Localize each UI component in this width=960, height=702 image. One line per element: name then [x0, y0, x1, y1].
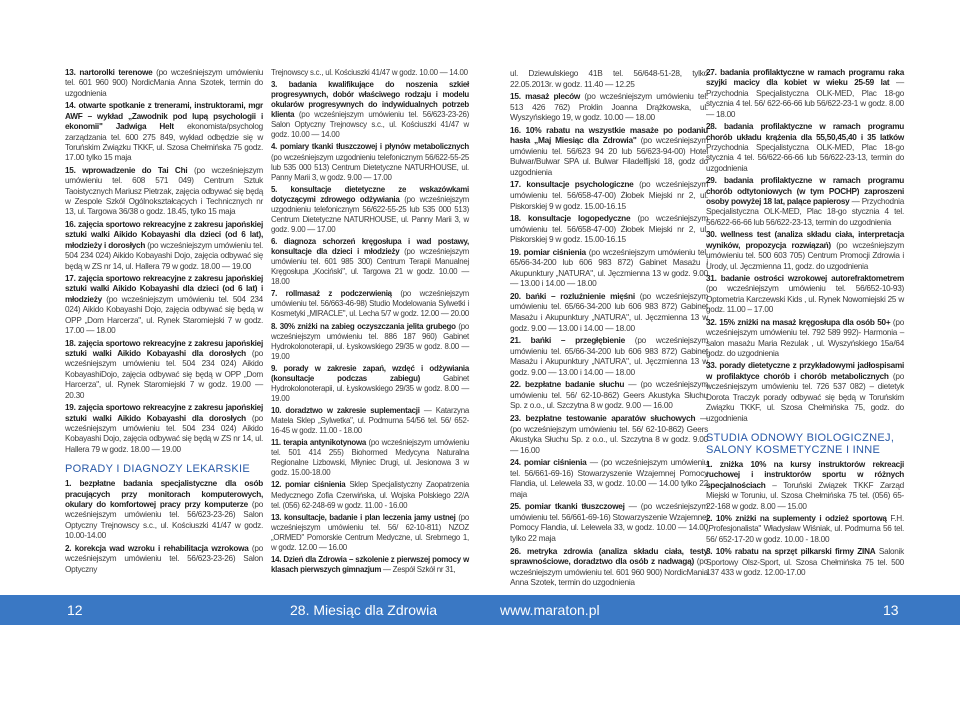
item-details: — (po wcześniejszym umówieniu tel. 56/661-69-16) Stowarzyszenie Wzajemnej Pomocy Flandia, ul. Lelewela 33, w godz. 10.00 — 14.00 tylko 22 maja — [510, 457, 708, 499]
list-item — [706, 460, 904, 512]
item-title: 26. metryka zdrowia (analiza składu ciała, testy sprawnościowe, doradztwo dla osób z nadwagą) — [510, 545, 708, 567]
item-title: 17. konsultacje psychologiczne — [510, 179, 634, 190]
item-details: (po wcześniejszym uzgodnieniu telefonicznym 56/622-55-25 lub 535 000 513) Centrum Dietetyczne NATURHOUSE, ul. Panny Marii 3, w godz. 9.00 — 17.00 — [271, 194, 469, 234]
item-title: 33. porady dietetyczne z przykładowymi jadłospisami w profilaktyce chorób i chorób metabolicznych — [706, 361, 904, 381]
item-details: (po wcześniejszym umówieniu tel. 886 187 960) Gabinet Hydrokolonoterapii, ul. Łyskowskiego 29/35 w godz. 8.00 — 19.00 — [271, 321, 469, 361]
list-item — [271, 185, 469, 235]
item-title: 15. masaż pleców — [510, 91, 581, 102]
item-details: (po wcześniejszym umówieniu tel. 65/66-34-200 lub 606 983 872) Gabinet Masażu i Akupunktury „NATURA", ul. Jęczmienna 13 w godz. 9.00 — 13.00 i 14.00 — 18.00 — [510, 290, 708, 333]
item-title: 3. badania kwalifikujące do noszenia szkieł progresywnych, dobór właściwego rodzaju i modelu okularów progresywnych do indywidualnych potrzeb klienta — [271, 80, 469, 120]
item-details: (po wcześniejszym umówieniu tel. 608 571 049) Centrum Sztuk Taoistycznych Mariusz Pietrzak, zajęcia odbywać się będą w Zespole Szkół Ogólnokształcących i Technicznych nr 13, ul. Targowa 36/38 o godz. 18.45, tylko 15 maja — [65, 165, 263, 217]
item-title: 16. zajęcia sportowo rekreacyjne z zakresu japońskiej sztuki walki Aikido Kobayashi dla dzieci (od 6 lat), młodzieży i dorosłych — [65, 219, 263, 250]
list-item — [706, 547, 904, 578]
item-details: ul. Dziewulskiego 41B tel. 56/648-51-28, tylko 22.05.2013r. w godz. 11.40 — 12.25 — [510, 68, 708, 89]
item-list — [706, 460, 904, 579]
list-item — [65, 544, 263, 575]
list-item — [706, 318, 904, 360]
item-details: (po wcześniejszym umówieniu tel. 601 960 900) NordicMania Anna Szotek, termin do uzgodnienia — [510, 556, 708, 588]
footer-url-link[interactable]: www.maraton.pl — [500, 602, 600, 618]
list-item — [706, 274, 904, 316]
item-title: 20. bańki – rozluźnienie mięśni — [510, 290, 635, 301]
item-list — [510, 68, 708, 588]
list-item — [271, 80, 469, 140]
item-title: 13. konsultacje, badanie i plan leczenia jamy ustnej — [271, 512, 456, 522]
list-item — [271, 68, 469, 78]
item-details: — (po wcześniejszym umówieniu tel. 56/ 62-10-862) Geers Akustyka Słuchu Sp. z o.o., ul. Szczytna 8 w godz. 9.00 — 16.00 — [510, 379, 708, 411]
list-item — [65, 403, 263, 455]
item-title: 1. bezpłatne badania specjalistyczne dla osób pracujących przy monitorach komputerowych, okulary do komfortowej pracy przy komputerze — [65, 479, 263, 510]
item-title: 8. 30% zniżki na zabieg oczyszczania jelita grubego — [271, 321, 456, 331]
list-item — [706, 514, 904, 545]
item-details: (po wcześniejszym umówieniu tel. 56/623 94 20 lub 56/623-94-00) Hotel Bulwar/Bulwar SPA ul. Bulwar Filadelfijski 18, godz do uzgodnienia — [510, 135, 708, 177]
item-title: 24. pomiar ciśnienia — [510, 457, 587, 468]
item-list — [271, 68, 469, 575]
list-item — [510, 68, 708, 89]
item-title: 2. korekcja wad wzroku i rehabilitacja wzrokowa — [65, 543, 249, 553]
item-title: 31. badanie ostrości wzrokowej autorefraktometrem — [706, 274, 904, 284]
item-title: 29. badania profilaktyczne w ramach programu chorób odtytoniowych (w tym POCHP) zaproszeni osoby powyżej 18 lat, palące papierosy — [706, 176, 904, 207]
list-item — [510, 213, 708, 245]
item-details: (po wcześniejszym umówieniu tel. 56/658-47-00) Żłobek Miejski nr 2, ul. Piskorskiej 9 w godz. 15.00-16.15 — [510, 213, 708, 245]
item-details: (po wcześniejszym umówieniu tel. 56/652-10-93) Optometria Karczewski Kids , ul. Rynek Nowomiejski 25 w godz. 11.00 – 17.00 — [706, 284, 904, 315]
item-title: 9. porady w zakresie zapań, wzdęć i odżywiania (konsultacje podczas zabiegu) — [271, 363, 469, 383]
item-details: (po wcześniejszym umówieniu tel. 504 234 024) Aikido Kobayashi Dojo, zajęcia odbywać się będą w ZS nr 14, ul. Hallera 79 w godz. 18.00 — 19.00 — [65, 413, 263, 454]
item-title: 4. pomiary tkanki tłuszczowej i płynów metabolicznych — [271, 142, 469, 152]
list-item — [510, 125, 708, 178]
text-column-3 — [510, 68, 708, 588]
text-column-1 — [65, 68, 263, 575]
list-item — [271, 364, 469, 404]
item-title: 13. nartorolki terenowe — [65, 68, 153, 77]
item-details: (po wcześniejszym umówieniu tel. 513 426 762) Proklin Joanna Drążkowska, ul. Wyszyńskiego 19, w godz. 10.00 — 18.00 — [510, 91, 709, 123]
item-details: (po wcześniejszym umówieniu tel. 504 234 024) Aikido Kobayashi Dojo, zajęcia odbywać się będą w OPP „Dom Harcerza", ul. Rynek Staromiejski 7 w godz. 17.00 — 18.00 — [65, 294, 263, 336]
item-list — [706, 68, 904, 424]
item-details: Salonik Sportowy Olsz-Sport, ul. Szosa Chełmińska 75 tel. 500 137 433 w godz. 12.00-17.00 — [706, 547, 904, 578]
item-details: (po wcześniejszym umówieniu tel. 601 985 300) Centrum Terapii Manualnej Kręgosłupa „Kociński", ul. Targowa 21 w godz. 10.00 — 18.00 — [271, 247, 469, 287]
list-item — [65, 339, 263, 402]
item-title: 17. zajęcia sportowo rekreacyjne z zakresu japońskiej sztuki walki Aikido Kobayashi dla dzieci (od 6 lat) i młodzieży — [65, 274, 263, 304]
item-details: (po wcześniejszym umówieniu tel. 56/623-23-26) Salon Optyczny — [65, 543, 263, 574]
item-details: — Zespół Szkół nr 31, — [381, 564, 456, 574]
list-item — [271, 142, 469, 182]
item-title: 10. doradztwo w zakresie suplementacji — [271, 406, 420, 415]
text-column-2 — [271, 68, 469, 575]
list-item — [65, 166, 263, 218]
section-heading-porady: PORADY I DIAGNOZY LEKARSKIE — [65, 463, 250, 476]
item-title: 28. badania profilaktyczne w ramach programu chorób układu krążenia dla 55,50,45,40 i 35 latków — [706, 122, 904, 142]
item-details: — Przychodnia Specjalistyczna OLK-MED, Plac 18-go stycznia 4 tel. 56/622-66-66 lub 56/622-23-13, termin do uzgodnienia — [706, 197, 904, 227]
item-details: (po wcześniejszym uzgodnieniu telefonicznym 56/622-55-25 lub 535 000 513) Centrum Dietetyczne NATURHOUSE, ul. Panny Marii 3, w godz. 9.00 — 17.00 — [271, 152, 469, 182]
item-title: 6. diagnoza schorzeń kręgosłupa i wad postawy, konsultacje dla dzieci i młodzieży — [271, 237, 469, 257]
item-details: ekonomista/psycholog zarządzania tel. 600 275 849, wykład odbędzie się w Toruńskim Związku TKKF, ul. Szosa Chełmińska 75 godz. 17.00 tylko 15 maja — [65, 122, 263, 163]
list-item — [510, 457, 708, 499]
item-title: 22. bezpłatne badanie słuchu — [510, 379, 625, 390]
item-title: 3. 10% rabatu na sprzęt pilkarski firmy ZINA — [706, 547, 876, 557]
item-details: F.H. „Profesjonalista" Władysław Wiśniak, ul. Podmurna 56 tel. 56/ 652-17-20 w godz. 10.00 - 18.00 — [706, 514, 904, 544]
item-details: Gabinet Hydrokolonoterapii, ul. Łyskowskiego 29/35 w godz. 8.00 — 19.00 — [271, 373, 469, 403]
item-details: Sklep Specjalistyczny Zaopatrzenia Medycznego Zofia Czerwińska, ul. Wojska Polskiego 22/A tel. (056) 62-248-69 w godz. 11.00 - 16.00 — [271, 480, 469, 510]
item-details: — (po wcześniejszym umówieniu tel. 56/661-69-16) Stowarzyszenie Wzajemnej Pomocy Flandia, ul. Lelewela 33, w godz. 10.00 — 14.00 tylko 22 maja — [510, 501, 708, 543]
list-item — [65, 274, 263, 337]
list-item — [706, 176, 904, 228]
item-title: 23. bezpłatne testowanie aparatów słuchowych — [510, 412, 696, 423]
list-item — [65, 479, 263, 542]
item-title: 7. rollmasaż z podczerwienią — [271, 289, 392, 299]
item-details: (po wcześniejszym umówieniu tel. 56/623-23-26) Salon Optyczny Trejnowscy s.c., ul. Kościuszki 41/47 w godz. 10.00-14.00 — [65, 500, 263, 541]
list-item — [271, 406, 469, 436]
text-column-4 — [706, 68, 904, 579]
item-details: (po wcześniejszym umówieniu tel. 56/658-47-00) Żłobek Miejski nr 2, ul. Piskorskiej 9 w godz. 15.00-16.15 — [510, 179, 708, 211]
list-item — [271, 555, 469, 575]
list-item — [271, 322, 469, 362]
item-details: (po wcześniejszym umówieniu tel. 504 234 024) Aikido KobayashiDojo, zajęcia odbywać się będą w OPP „Dom Harcerza", ul. Rynek Staromiejski 7 w godz. 19.00 — 20.30 — [65, 348, 263, 400]
item-list — [65, 479, 263, 575]
item-details: (po wcześniejszym umówieniu tel. 501 414 255) Biohormed Medycyna Naturalna Regionalne Lizbowski, Młyniec Drugi, ul. Jesionowa 3 w godz. 15.00-18.00 — [271, 438, 469, 478]
item-title: 15. wprowadzenie do Tai Chi — [65, 165, 188, 175]
list-item — [65, 101, 263, 164]
item-details: (po wcześniejszym umówieniu tel. 504 234 024) Aikido Kobayashi Dojo, zajęcia odbywać się będą w ZS nr 14, ul. Hallera 79 w godz. 18.00 — 19.00 — [65, 240, 263, 271]
item-details: (po wcześniejszym umówieniu tel. 792 589 992)- Harmonia – salon masażu Maria Rezulak , ul. Wyszyńskiego 15a/64 godz. do uzgodnienia — [706, 317, 905, 358]
item-title: 16. 10% rabatu na wszystkie masaże po podaniu hasła „Maj Miesiąc dla Zdrowia" — [510, 124, 708, 146]
list-item — [510, 291, 708, 333]
page-number-left: 12 — [67, 602, 83, 618]
list-item — [510, 379, 708, 411]
list-item — [510, 91, 708, 123]
item-title: 19. pomiar ciśnienia — [510, 246, 586, 257]
item-title: 18. konsultacje logopedyczne — [510, 213, 631, 224]
item-details: — Przychodnia Specjalistyczna OLK-MED, Plac 18-go stycznia 4 tel. 56/ 622-66-66 lub 56/622-23-1 w godz. 8.00 — 18.00 — [706, 78, 904, 119]
item-title: 14. otwarte spotkanie z trenerami, instruktorami, mgr AWF – wykład „Zawodnik pod lupą psychologii i ekonomii" Jadwiga Helt — [65, 101, 263, 132]
list-item — [706, 68, 904, 120]
list-item — [271, 289, 469, 319]
list-item — [271, 513, 469, 553]
item-title: 14. Dzień dla Zdrowia – szkolenie z pierwszej pomocy w klasach pierwszych gimnazjum — [271, 554, 469, 574]
list-item — [510, 247, 708, 289]
list-item — [65, 68, 263, 99]
item-details: Trejnowscy s.c., ul. Kościuszki 41/47 w godz. 10.00 — 14.00 — [271, 68, 468, 77]
item-title: 18. zajęcia sportowo rekreacyjne z zakresu japońskiej sztuki walki Aikido Kobayashi dla dorosłych — [65, 338, 263, 358]
item-details: (po wcześniejszym umówieniu tel. 601 960 900) NordicMania Anna Szotek, termin do uzgodnienia — [65, 68, 263, 98]
item-title: 12. pomiar ciśnienia — [271, 480, 346, 490]
item-title: 21. bańki – przegłębienie — [510, 335, 625, 346]
item-title: 11. terapia antynikotynowa — [271, 438, 367, 448]
list-item — [510, 546, 708, 588]
item-details: (po wcześniejszym umówieniu tel. 56/663-46-98) Studio Modelowania Sylwetki i Kosmetyki „MIRACLE", ul. Lecha 5/7 w godz. 12.00 — 20.00 — [271, 289, 470, 319]
list-item — [271, 438, 469, 478]
item-title: 1. zniżka 10% na kursy instruktorów rekreacji ruchowej i instruktorów sportu w różnych specjalnościach — [706, 459, 904, 490]
item-details: (po wcześniejszym umówieniu tel. 56/623-23-26) Salon Optyczny Trejnowscy s.c., ul. Kościuszki 41/47 w godz. 10.00 — 14.00 — [271, 110, 469, 140]
item-details: (po wcześniejszym umówieniu tel. 65/66-34-200 lub 606 983 872) Gabinet Masażu i Akupunktury „NATURA", ul. Jęczmienna 13 w godz. 9.00 — 13.00 i 14.00 — 18.00 — [510, 246, 708, 289]
item-title: 25. pomiar tkanki tłuszczowej — [510, 501, 625, 512]
list-item — [510, 179, 708, 211]
item-details: (po wcześniejszym umówieniu tel. 500 603 705) Centrum Promocji Zdrowia i Urody, ul. Jęczmienna 11, godz. do uzgodnienia — [706, 240, 905, 271]
list-item — [65, 220, 263, 272]
list-item — [706, 122, 904, 174]
item-details: (po wcześniejszym umówieniu tel. 56/ 62-10-811) NZOZ „ORMED" Pomorskie Centrum Medyczne, ul. Srebrnego 1, w godz. 12.00 — 16.00 — [271, 512, 469, 552]
list-item — [706, 230, 904, 272]
list-item — [510, 501, 708, 543]
list-item — [271, 237, 469, 287]
item-title: 30. wellness test (analiza składu ciała, interpretacja wyników, propozycja rozwiązań) — [706, 230, 904, 250]
item-details: – Toruński Związek TKKF Zarząd Miejski w Toruniu, ul. Szosa Chełmińska 75 tel. (056) 65-22-168 w godz. 8.00 — 15.00 — [706, 480, 904, 511]
item-details: — (po wcześniejszym umówieniu tel. 56/ 62-10-862) Geers Akustyka Słuchu Sp. z o.o., ul. Szczytna 8 w godz. 9.00 — 16.00 — [510, 412, 708, 455]
list-item — [510, 335, 708, 377]
section-heading-studia: STUDIA ODNOWY BIOLOGICZNEJ, SALONY KOSMETYCZNE I INNE — [706, 431, 895, 456]
footer-band — [0, 595, 960, 625]
item-details: Przychodnia Specjalistyczna OLK-MED, Plac 18-go stycznia 4 tel. 56/622-66-66 lub 56/622-23-13, termin do uzgodnienia — [706, 142, 904, 173]
item-details: — Katarzyna Matela Sklep „Sylwetka", ul. Podmurna 54/56 tel. 56/ 652-16-45 w godz. 11.00 - 18.00 — [271, 406, 469, 436]
item-title: 2. 10% zniżki na suplementy i odzież sportową — [706, 514, 887, 524]
item-details: (po wcześniejszym umówieniu tel. 726 537 082) – dietetyk Dorota Traczyk porady odbywać się będą w Toruńskim Związku TKKF, ul. Szosa Chełmińska 75, godz. do uzgodnienia — [706, 371, 905, 423]
list-item — [706, 361, 904, 424]
item-title: 5. konsultacje dietetyczne ze wskazówkami dotyczącymi zdrowego odżywiania — [271, 184, 469, 204]
page-number-right: 13 — [883, 602, 899, 618]
list-item — [510, 413, 708, 455]
item-title: 27. badania profilaktyczne w ramach programu raka szyjki macicy dla kobiet w wieku 25-59 lat — [706, 68, 904, 88]
item-details: (po wcześniejszym umówieniu tel. 65/66-34-200 lub 606 983 872) Gabinet Masażu i Akupunktury „NATURA", ul. Jęczmienna 13 w godz. 9.00 — 13.00 i 14.00 — 18.00 — [510, 335, 708, 377]
list-item — [271, 480, 469, 510]
footer-title: 28. Miesiąc dla Zdrowia — [290, 602, 438, 618]
item-title: 32. 15% zniżki na masaż kręgosłupa dla osób 50+ — [706, 317, 891, 327]
item-list — [65, 68, 263, 455]
item-title: 19. zajęcia sportowo rekreacyjne z zakresu japońskiej sztuki walki Aikido Kobayashi dla dorosłych — [65, 403, 263, 423]
